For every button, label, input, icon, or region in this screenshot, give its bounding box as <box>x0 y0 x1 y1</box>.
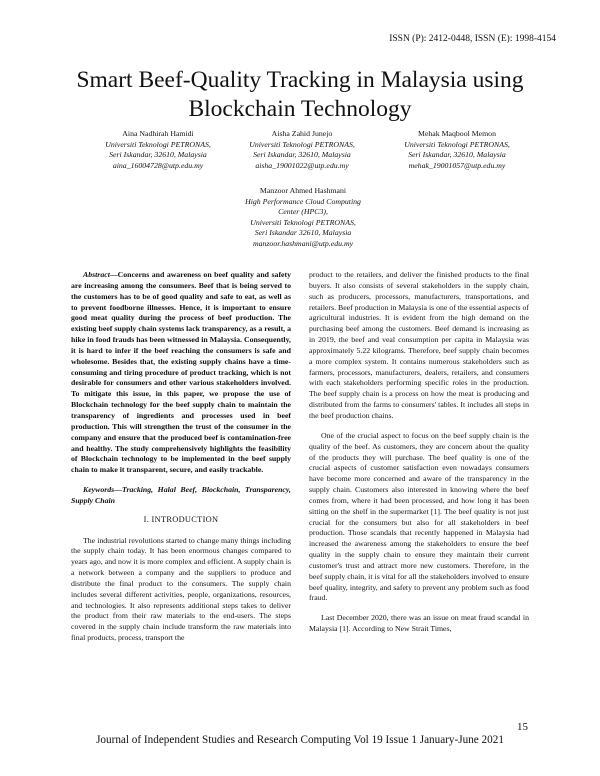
author-block-3 <box>372 129 542 171</box>
issn-header: ISSN (P): 2412-0448, ISSN (E): 1998-4154 <box>389 34 556 44</box>
page-number: 15 <box>517 721 528 733</box>
abstract-lead: Abstract <box>83 270 110 279</box>
keywords: Keywords—Tracking, Halal Beef, Blockchain, Transparency, Supply Chain <box>71 485 291 505</box>
author-email: manzoor.hashmani@utp.edu.my <box>252 238 354 248</box>
paper-title <box>60 66 540 124</box>
author-name: Aisha Zahid Junejo <box>271 129 333 138</box>
author-affiliation: Center (HPC3), <box>278 207 328 216</box>
author-affiliation: Seri Iskandar, 32610, Malaysia <box>408 150 506 159</box>
author-name: Manzoor Ahmed Hashmani <box>259 186 347 195</box>
author-affiliation: Seri Iskandar, 32610, Malaysia <box>253 150 351 159</box>
author-name: Mehak Maqbool Memon <box>418 129 496 138</box>
title-line-1: Smart Beef-Quality Tracking in Malaysia using <box>76 67 524 93</box>
author-affiliation: Universiti Teknologi PETRONAS, <box>250 217 356 227</box>
author-email: aina_16004728@utp.edu.my <box>112 160 204 170</box>
intro-paragraph: The industrial revolutions started to change many things including the supply chain today. It has been enormous changes compared to years ago, and now it is more complex and efficient. A supply chain is a network between a company and the suppliers to produce and distribute the final product to the consumers. The supply chain includes several different activities, people, organizations, resources, and technologies. It also represents additional steps takes to deliver the product from their raw materials to the end-users. The steps covered in the supply chain include transform the raw materials into final products, process, transport the <box>71 535 291 643</box>
author-email: mehak_19001057@utp.edu.my <box>408 160 506 170</box>
author-block-1 <box>78 129 238 171</box>
author-affiliation: Seri Iskandar 32610, Malaysia <box>254 228 352 237</box>
author-affiliation: Seri Iskandar, 32610, Malaysia <box>109 150 207 159</box>
journal-footer: Journal of Independent Studies and Research Computing Vol 19 Issue 1 January-June 2021 <box>96 734 504 746</box>
author-name: Aina Nadhirah Hamidi <box>122 129 194 138</box>
body-paragraph: One of the crucial aspect to focus on the beef supply chain is the quality of the beef. As customers, they are concern about the quality of the products they will purchase. The beef quality is one of the crucial aspects of customer satisfaction even nowadays consumers have become more concerned and aware of the transparency in the supply chain. Customers also interested in knowing where the beef comes from, where it had been processed, and how long it has been sitting on the shelf in the supermarket [1]. The beef quality is not just crucial for the consumers but also for all stakeholders in beef production. Those scandals that recently happened in Malaysia had increased the awareness among the stakeholders to ensure the beef quality in the supply chain to ensure they maintain their current customer's trust and attract more new customers. Therefore, in the beef supply chain, it is vital for all the stakeholders involved to ensure beef quality, integrity, and safety to prevent any problem such as food fraud. <box>309 430 529 603</box>
author-affiliation: Universiti Teknologi PETRONAS, <box>249 139 355 149</box>
body-paragraph: product to the retailers, and deliver the finished products to the final buyers. It also consists of several stakeholders in the supply chain, such as producers, processors, manufacturers, transportations, and retailers. Beef production in Malaysia is one of the essential aspects of agricultural industries. It is evident from the high demand on the purchasing beef among the customers. Beef demand is increasing as in 2019, the beef and veal consumption per capita in Malaysia was approximately 5.22 kilograms. Therefore, beef supply chain becomes a more complex system. It contains numerous stakeholders such as farmers, processors, manufacturers, dealers, retailers, and consumers with each stakeholders performing specific roles in the production. The beef supply chain is a process on how the meat is producing and distributed from the farms to consumers' tables. It includes all steps in the beef production chains. <box>309 270 529 420</box>
author-block-4 <box>228 186 378 249</box>
left-column <box>71 270 291 644</box>
abstract-text: —Concerns and awareness on beef quality and safety are increasing among the consumers. Beef that is being served to the customers has to be of good quality and safe to eat, as well as to prevent foodborne illnesses. Hence, it is important to ensure good meat quality during the process of beef production. The existing beef supply chain systems lack transparency, as a result, a hike in food frauds has been witnessed in Malaysia. Consequently, it is hard to infer if the beef reaching the consumers is safe and wholesome. Besides that, the existing supply chains have a time-consuming and tiring procedure of product tracking, which is not desirable for consumers and other various stakeholders involved. To mitigate this issue, in this paper, we propose the use of Blockchain technology for the beef supply chain to maintain the transparency of ingredients and processes used in beef production. This will strengthen the trust of the consumer in the company and ensure that the produced beef is contamination-free and healthy. The study comprehensively highlights the feasibility of Blockchain technology to be implemented in the beef supply chain to make it transparent, secure, and easily trackable. <box>71 270 291 475</box>
abstract <box>71 270 291 476</box>
section-heading: I. INTRODUCTION <box>143 514 219 524</box>
author-email: aisha_19001022@utp.edu.my <box>255 160 349 170</box>
body-paragraph: Last December 2020, there was an issue on meat fraud scandal in Malaysia [1]. According to New Strait Times, <box>309 613 529 634</box>
author-affiliation: Universiti Teknologi PETRONAS, <box>105 139 211 149</box>
title-line-2: Blockchain Technology <box>188 96 412 122</box>
author-affiliation: Universiti Teknologi PETRONAS, <box>404 139 510 149</box>
author-block-2 <box>222 129 382 171</box>
right-column <box>309 270 529 635</box>
author-affiliation: High Performance Cloud Computing <box>245 196 361 206</box>
